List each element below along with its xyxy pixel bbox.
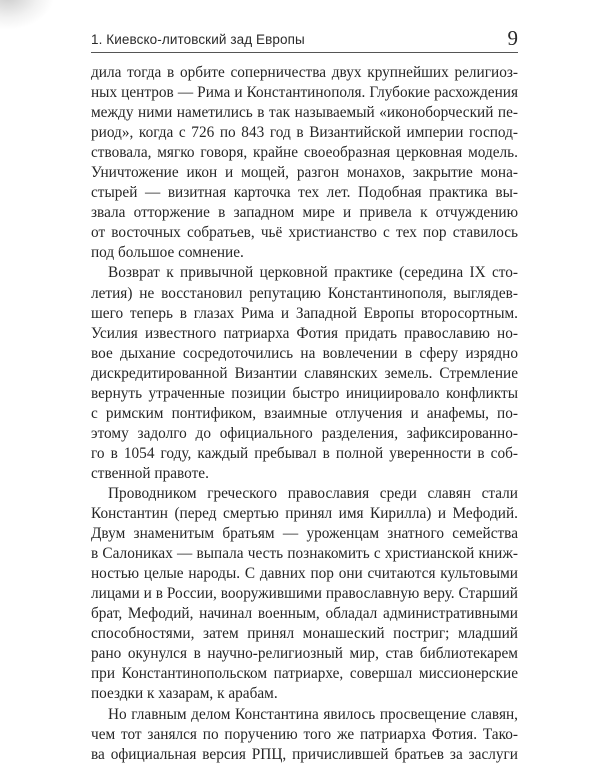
text-line: ствовала, мягко говоря, крайне своеобразная церковная модель. [91,144,518,162]
text-line: Двум знаменитым братьям — уроженцам знатного семейства [91,525,518,543]
running-title: 1. Киевско-литовский зад Европы [91,32,305,47]
text-line: Проводником греческого православия среди славян стали [108,484,518,502]
text-line: вое дыхание сосредоточились на вовлечении в сферу изрядно [91,344,518,362]
text-line: ных центров — Рима и Константинополя. Глубокие расхождения [91,84,518,102]
text-line: Возврат к привычной церковной практике (середина IX сто- [108,264,518,282]
text-line: го в 1054 году, каждый пребывал в полной уверенности в соб- [91,444,518,462]
text-line: летия) не восстановил репутацию Константинополя, выглядев- [91,284,518,302]
text-line: при Константинопольском патриархе, совершал миссионерские [91,665,518,683]
text-line: от восточных собратьев, чьё христианство с тех пор ставилось [91,224,518,242]
text-line: Уничтожение икон и мощей, разгон монахов, закрытие мона- [91,164,518,182]
text-line: рано окунулся в научно-религиозный мир, став библиотекарем [91,645,518,663]
text-line: чем тот занялся по поручению того же патриарха Фотия. Тако- [91,725,518,743]
text-line: вернуть утраченные позиции быстро инициировало конфликты [91,384,518,402]
text-line: шего теперь в глазах Рима и Западной Европы второсортным. [91,304,518,322]
header-rule [91,52,518,53]
text-line: брат, Мефодий, начинал военным, обладал административными [91,605,518,623]
text-line: способностями, затем принял монашеский постриг; младший [91,625,518,643]
text-line: дила тогда в орбите соперничества двух крупнейших религиоз- [91,64,518,81]
text-line: этому задолго до официального разделения, зафиксированно- [91,424,518,442]
paragraph-1 [91,63,518,263]
text-line: стырей — визитная карточка тех лет. Подобная практика вы- [91,184,518,202]
text-line: Усилия известного патриарха Фотия придать православию но- [91,324,518,342]
text-line: звала отторжение в западном мире и привела к отчуждению [91,204,518,222]
text-line: ва официальная версия РПЦ, причислившей братьев за заслуги [91,745,518,763]
text-line: поездки к хазарам, к арабам. [91,685,278,703]
text-line: под большое сомнение. [91,244,244,262]
text-line: риод», когда с 726 по 843 год в Византийской империи господ- [91,124,518,142]
body-text [91,63,518,765]
text-line: дискредитированной Византии славянских земель. Стремление [91,364,518,382]
text-line: ностью целые народы. С давних пор они считаются культовыми [91,565,518,583]
text-line: ственной правоте. [91,464,209,482]
text-line: лицами и в России, вооружившими православную веру. Старший [91,585,518,603]
text-line: в Салониках — выпала честь познакомить с христианской книж- [91,545,518,563]
text-line: с римским понтификом, взаимные отлучения и анафемы, по- [91,404,518,422]
page-corner-shadow [0,0,55,30]
text-line: между ними наметились в так называемый «иконоборческий пе- [91,104,518,122]
paragraph-3 [91,484,518,705]
text-line: Константин (перед смертью принял имя Кирилла) и Мефодий. [91,505,518,523]
running-head [91,28,518,50]
paragraph-4 [91,705,518,765]
page-number: 9 [507,26,518,50]
paragraph-2 [91,263,518,484]
text-line: Но главным делом Константина явилось просвещение славян, [108,705,518,723]
